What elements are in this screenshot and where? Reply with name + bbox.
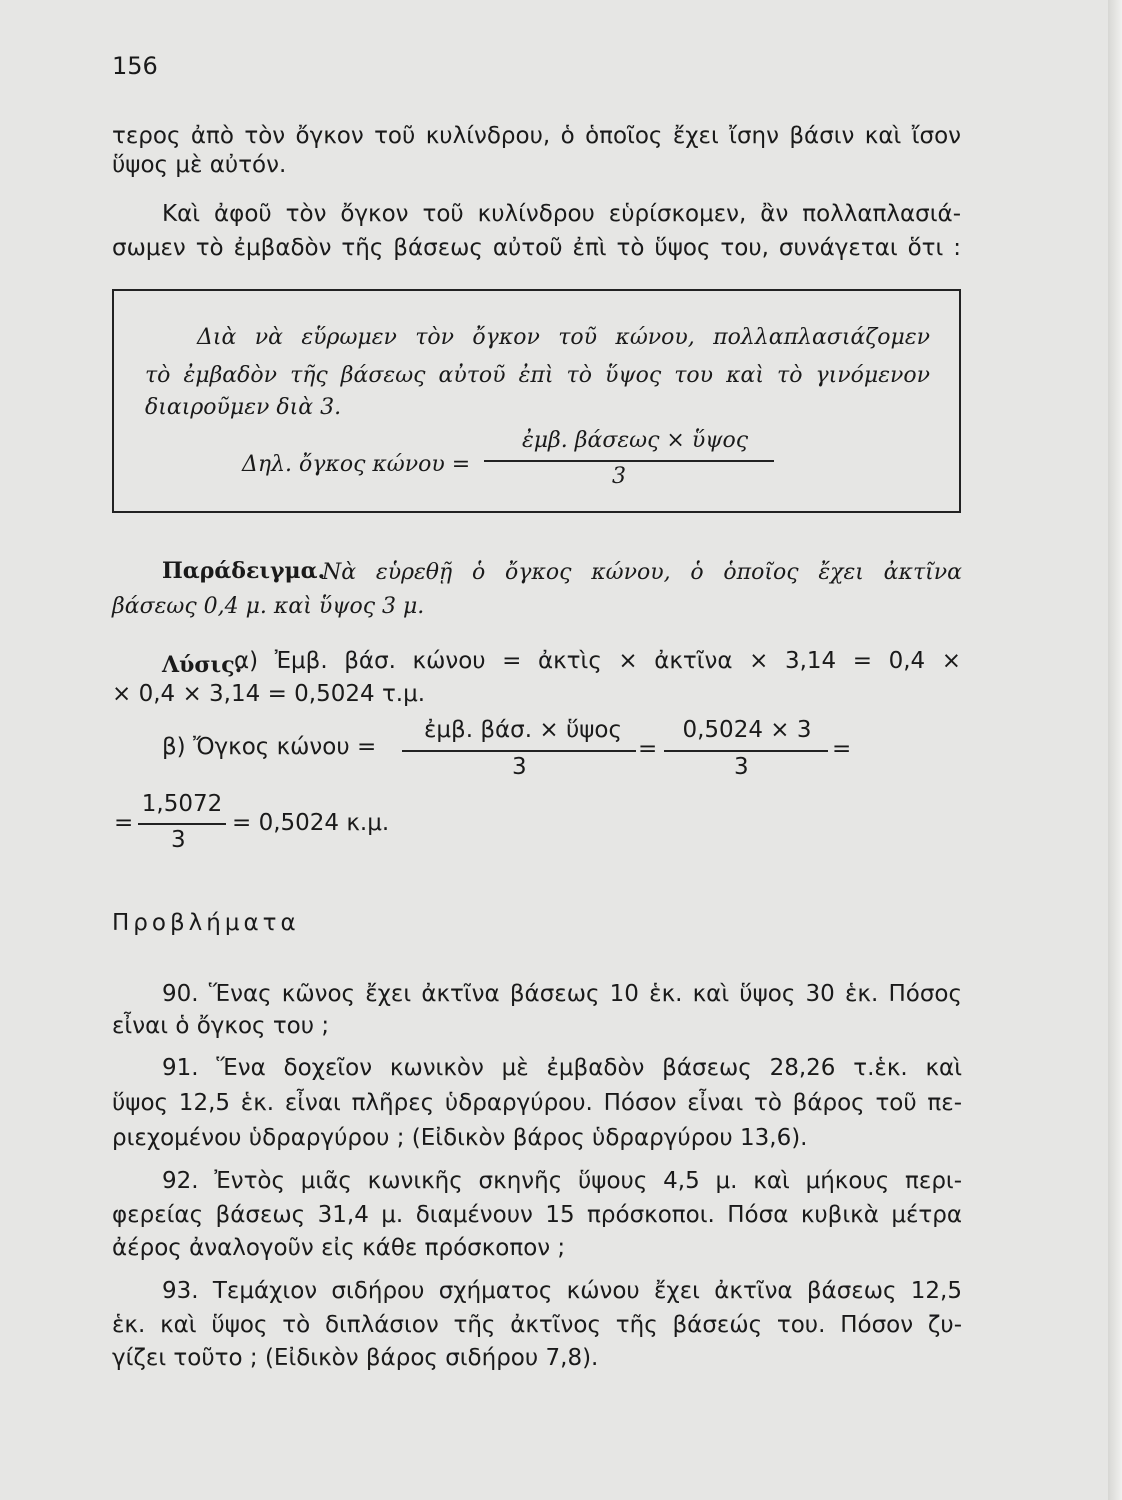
solution-c-frac-numerator: 1,5072 (141, 791, 223, 817)
problem-92-line-2: φερείας βάσεως 31,4 μ. διαμένουν 15 πρόσκοποι. Πόσα κυβικὰ μέτρα (112, 1202, 962, 1228)
intro-line-4: σωμεν τὸ ἐμβαδὸν τῆς βάσεως αὐτοῦ ἐπὶ τὸ ὕψος του, συνάγεται ὅτι : (112, 235, 961, 261)
solution-c-result: = 0,5024 κ.μ. (232, 810, 390, 836)
problem-90-line-1: 90. Ἕνας κῶνος ἔχει ἀκτῖνα βάσεως 10 ἑκ. καὶ ὕψος 30 ἑκ. Πόσος (162, 981, 962, 1007)
rule-formula-lhs: Δηλ. ὄγκος κώνου = (242, 452, 471, 477)
problem-90-line-2: εἶναι ὁ ὄγκος του ; (112, 1013, 330, 1039)
problem-92-line-1: 92. Ἐντὸς μιᾶς κωνικῆς σκηνῆς ὕψους 4,5 μ. καὶ μήκους περι- (162, 1168, 962, 1194)
solution-a-line-2: × 0,4 × 3,14 = 0,5024 τ.μ. (112, 681, 426, 707)
solution-b-frac2-bar (664, 750, 828, 752)
rule-formula-fraction-bar (484, 460, 774, 462)
example-text-2: βάσεως 0,4 μ. καὶ ὕψος 3 μ. (112, 594, 425, 619)
page-number: 156 (112, 52, 158, 80)
solution-b-frac2-numerator: 0,5024 × 3 (682, 717, 812, 743)
solution-b-eq-2: = (832, 736, 852, 762)
problems-heading: Προβλήματα (112, 910, 300, 936)
problem-93-line-2: ἑκ. καὶ ὕψος τὸ διπλάσιον τῆς ἀκτῖνος τῆς βάσεώς του. Πόσον ζυ- (112, 1312, 962, 1338)
intro-line-2: ὕψος μὲ αὐτόν. (112, 152, 287, 178)
solution-c-frac-denominator: 3 (171, 827, 186, 853)
problem-92-line-3: ἀέρος ἀναλογοῦν εἰς κάθε πρόσκοπον ; (112, 1235, 566, 1261)
solution-b-frac2-denominator: 3 (734, 754, 749, 780)
problem-91-line-1: 91. Ἕνα δοχεῖον κωνικὸν μὲ ἐμβαδὸν βάσεως 28,26 τ.ἑκ. καὶ (162, 1055, 962, 1081)
solution-a-line-1: α) Ἐμβ. βάσ. κώνου = ἀκτὶς × ἀκτῖνα × 3,14 = 0,4 × (234, 648, 961, 674)
solution-b-lhs: β) Ὄγκος κώνου = (162, 734, 377, 760)
problem-93-line-3: γίζει τοῦτο ; (Εἰδικὸν βάρος σιδήρου 7,8). (112, 1345, 599, 1371)
solution-b-frac1-bar (402, 750, 636, 752)
solution-b-eq-1: = (638, 736, 658, 762)
intro-line-1: τερος ἀπὸ τὸν ὄγκον τοῦ κυλίνδρου, ὁ ὁποῖος ἔχει ἴσην βάσιν καὶ ἴσον (112, 123, 961, 149)
solution-b-frac1-denominator: 3 (512, 754, 527, 780)
page-edge (1108, 0, 1122, 1500)
problem-91-line-3: ριεχομένου ὑδραργύρου ; (Εἰδικὸν βάρος ὑδραργύρου 13,6). (112, 1125, 808, 1151)
rule-formula-numerator: ἐμβ. βάσεως × ὕψος (521, 428, 749, 453)
solution-b-frac1-numerator: ἐμβ. βάσ. × ὕψος (423, 717, 623, 743)
solution-label: Λύσις. (162, 652, 243, 678)
problem-91-line-2: ὕψος 12,5 ἑκ. εἶναι πλῆρες ὑδραργύρου. Πόσον εἶναι τὸ βάρος τοῦ πε- (112, 1090, 962, 1116)
intro-line-3: Καὶ ἀφοῦ τὸν ὄγκον τοῦ κυλίνδρου εὑρίσκομεν, ἂν πολλαπλασιά- (162, 201, 961, 227)
rule-line-3: διαιροῦμεν διὰ 3. (145, 395, 342, 420)
example-label: Παράδειγμα. (162, 558, 326, 584)
rule-line-1: Διὰ νὰ εὕρωμεν τὸν ὄγκον τοῦ κώνου, πολλαπλασιάζομεν (197, 325, 930, 350)
solution-c-frac-bar (138, 823, 226, 825)
solution-c-eq: = (114, 810, 134, 836)
rule-line-2: τὸ ἐμβαδὸν τῆς βάσεως αὐτοῦ ἐπὶ τὸ ὕψος του καὶ τὸ γινόμενον (145, 363, 930, 388)
problem-93-line-1: 93. Τεμάχιον σιδήρου σχήματος κώνου ἔχει ἀκτῖνα βάσεως 12,5 (162, 1278, 962, 1304)
rule-formula-denominator: 3 (612, 464, 626, 489)
example-text-1: Νὰ εὑρεθῇ ὁ ὄγκος κώνου, ὁ ὁποῖος ἔχει ἀκτῖνα (322, 560, 962, 585)
